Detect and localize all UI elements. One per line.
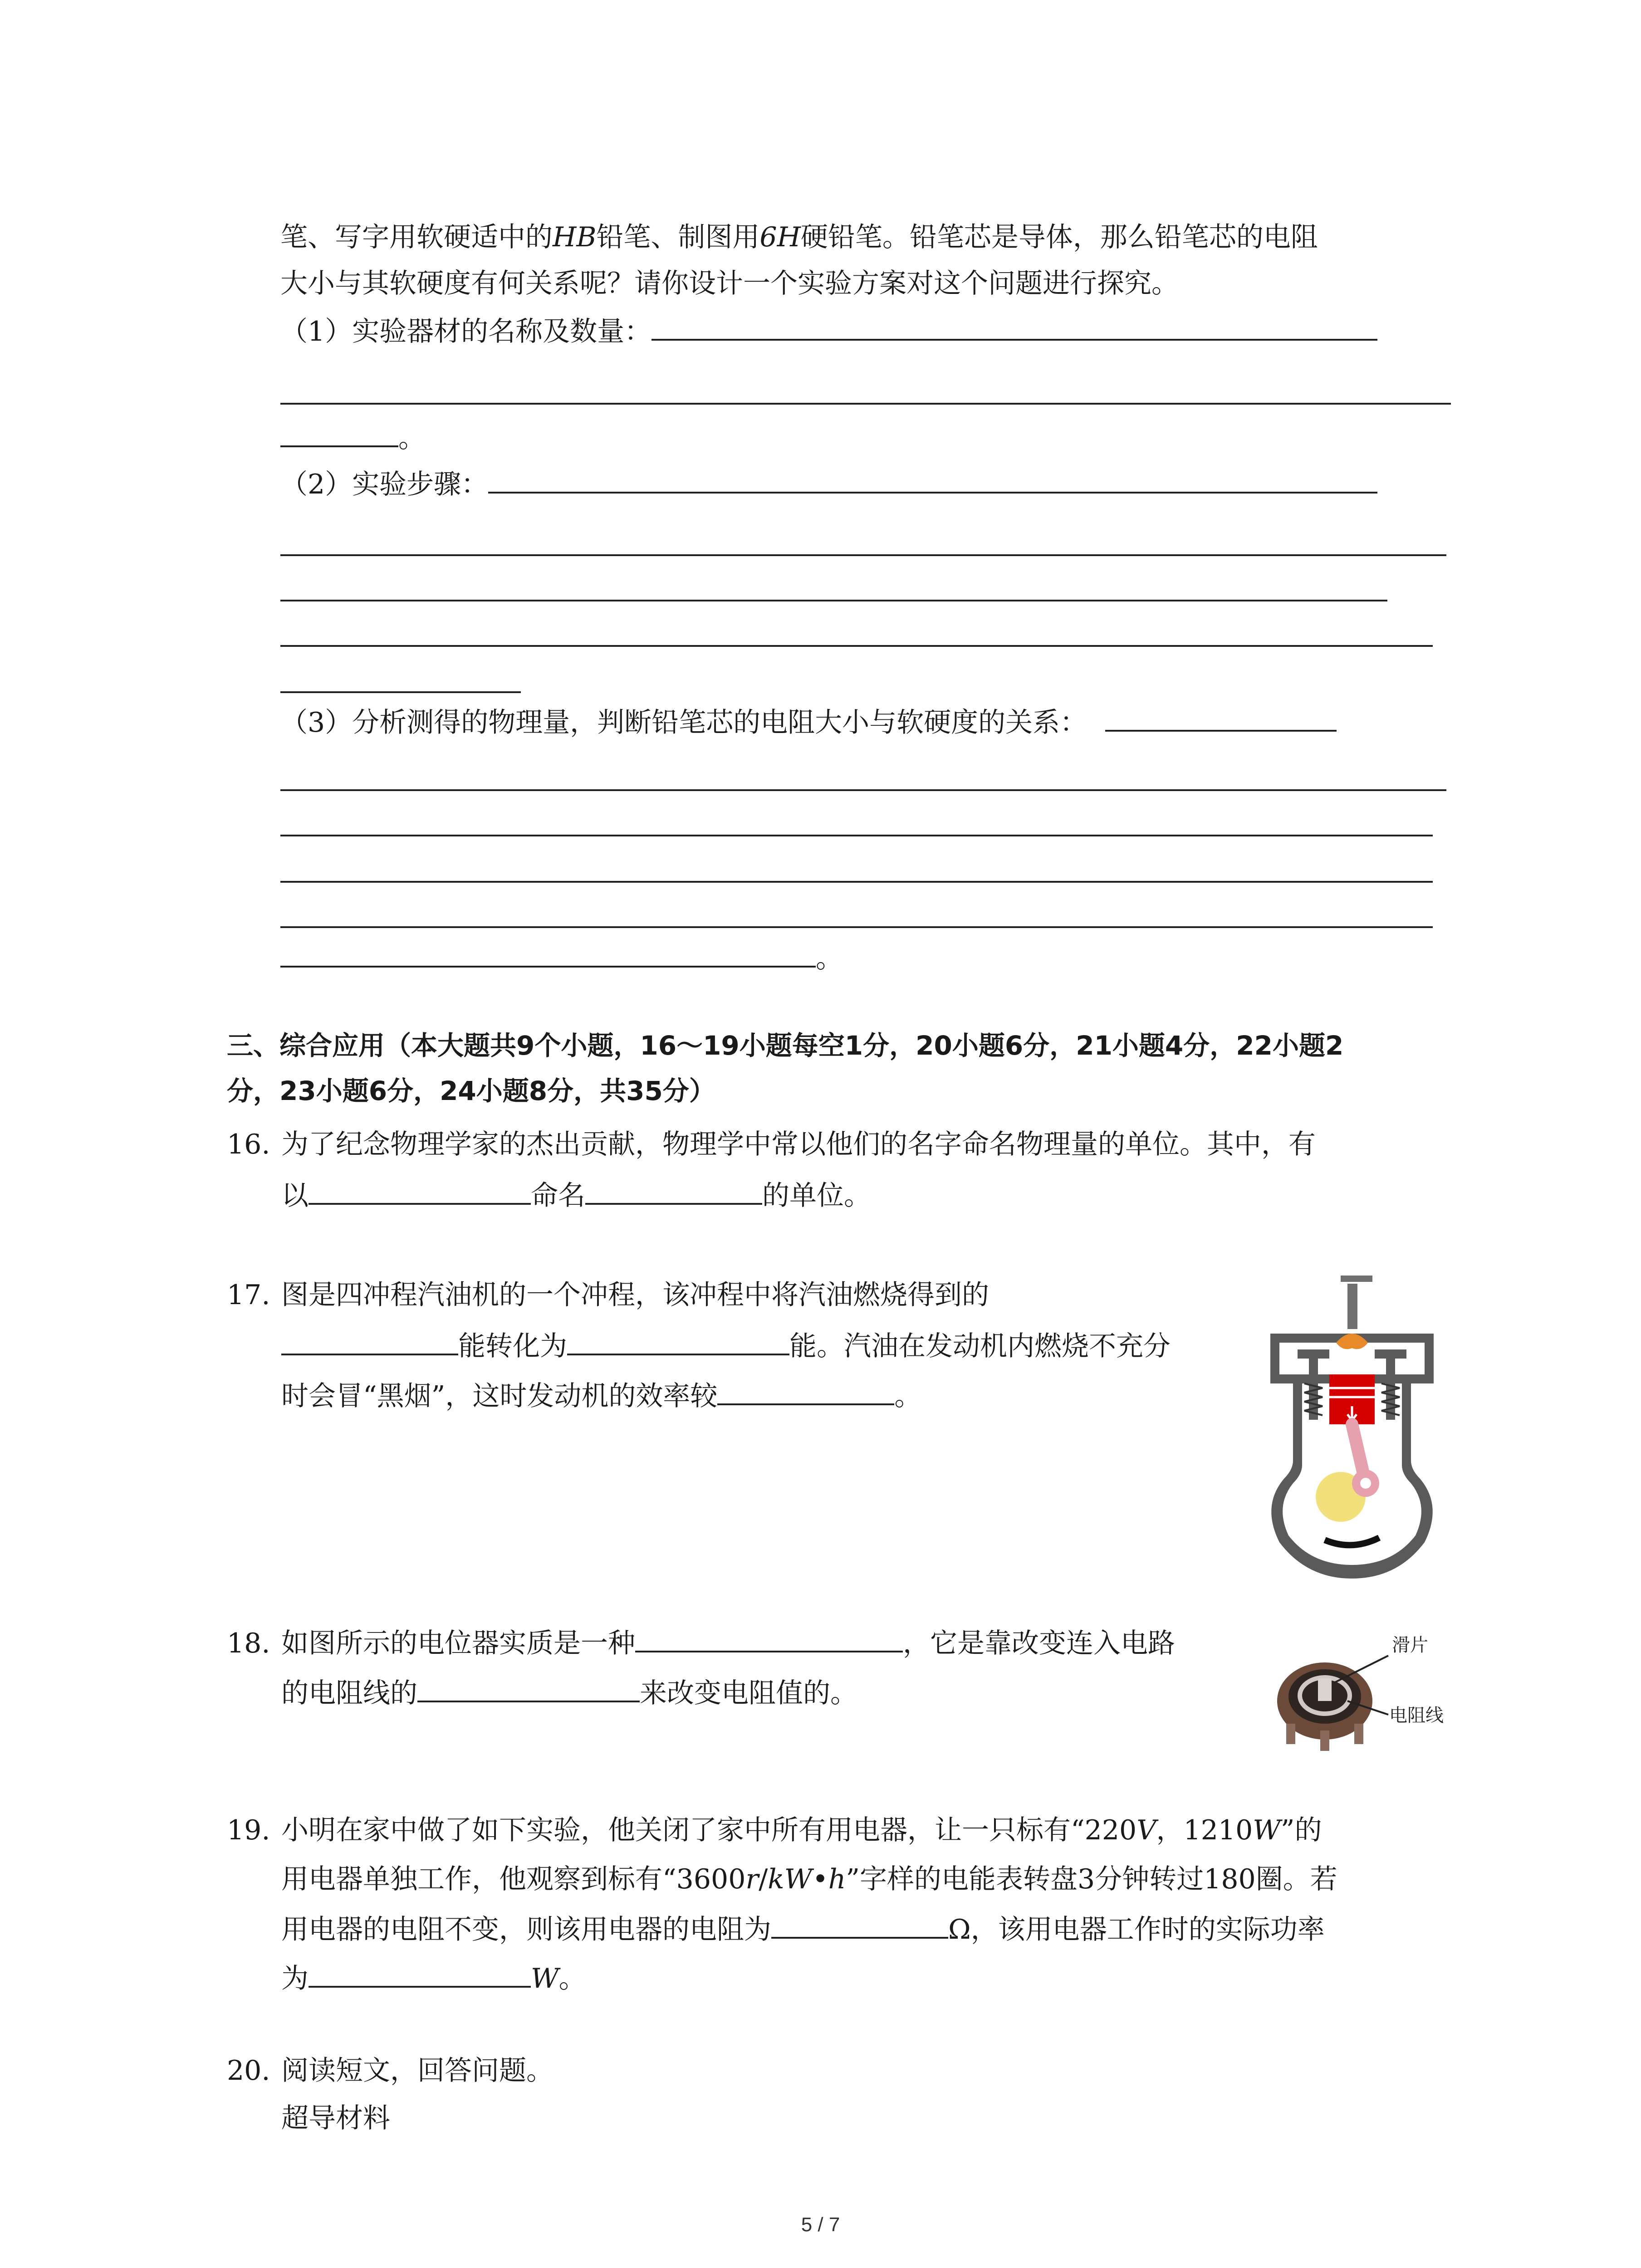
- answer-blank[interactable]: [567, 1325, 789, 1355]
- answer-blank[interactable]: [281, 1325, 458, 1355]
- answer-blank[interactable]: [585, 1174, 762, 1205]
- q17-line3: 时会冒“黑烟”，这时发动机的效率较 。: [281, 1374, 921, 1417]
- answer-line[interactable]: [280, 554, 1446, 556]
- q19-line4: 为 W。: [281, 1957, 586, 1999]
- q17-line2: 能转化为 能。汽油在发动机内燃烧不充分: [281, 1325, 1171, 1367]
- answer-blank[interactable]: [280, 416, 398, 447]
- answer-blank[interactable]: [717, 1374, 894, 1405]
- section-heading-line2: 分，23小题6分，24小题8分，共35分）: [227, 1075, 715, 1106]
- q19-line3: 用电器的电阻不变，则该用电器的电阻为 Ω，该用电器工作时的实际功率: [281, 1908, 1325, 1950]
- slider: [1318, 1678, 1332, 1701]
- q17-line1: 17. 图是四冲程汽油机的一个冲程，该冲程中将汽油燃烧得到的: [227, 1279, 989, 1311]
- answer-blank[interactable]: [635, 1622, 903, 1652]
- answer-line[interactable]: [280, 926, 1433, 928]
- q18-line2: 的电阻线的 来改变电阻值的。: [281, 1672, 857, 1714]
- q15-part3-label: （3）分析测得的物理量，判断铅笔芯的电阻大小与软硬度的关系：: [280, 701, 1337, 743]
- answer-line[interactable]: [280, 789, 1446, 791]
- answer-blank[interactable]: [417, 1672, 640, 1702]
- q15-part2-label: （2）实验步骤：: [280, 463, 1377, 505]
- answer-line[interactable]: [280, 600, 1387, 601]
- q16-line1: 16. 为了纪念物理学家的杰出贡献，物理学中常以他们的名字命名物理量的单位。其中，有: [227, 1129, 1316, 1160]
- q15-part3-end: 。: [280, 937, 843, 979]
- q15-intro-line1: 笔、写字用软硬适中的HB铅笔、制图用6H硬铅笔。铅笔芯是导体，那么铅笔芯的电阻: [280, 221, 1318, 253]
- q16-line2: 以 命名 的单位。: [281, 1174, 871, 1216]
- answer-blank[interactable]: [488, 463, 1377, 494]
- q19-line1: 19. 小明在家中做了如下实验，他关闭了家中所有用电器，让一只标有“220V，1210W”的: [227, 1814, 1322, 1846]
- answer-line[interactable]: [280, 645, 1433, 647]
- answer-blank[interactable]: [771, 1908, 948, 1939]
- answer-blank[interactable]: [309, 1174, 531, 1205]
- q20-title: 超导材料: [281, 2102, 390, 2134]
- q15-part1-end: 。: [280, 416, 426, 459]
- answer-blank[interactable]: [1105, 701, 1337, 732]
- answer-line[interactable]: [280, 835, 1433, 836]
- q15-part1-label: （1）实验器材的名称及数量：: [280, 310, 1377, 352]
- slider-label: 滑片: [1392, 1635, 1428, 1656]
- section-heading-line1: 三、综合应用（本大题共9个小题，16～19小题每空1分，20小题6分，21小题4分，22小题2: [227, 1030, 1344, 1061]
- answer-blank[interactable]: [309, 1957, 531, 1988]
- q15-intro-line2: 大小与其软硬度有何关系呢？请你设计一个实验方案对这个问题进行探究。: [280, 268, 1179, 299]
- spark-plug-icon: [1347, 1284, 1357, 1329]
- q20-line1: 20. 阅读短文，回答问题。: [227, 2055, 554, 2087]
- answer-blank[interactable]: [652, 310, 1377, 341]
- answer-line[interactable]: [280, 881, 1433, 883]
- answer-line[interactable]: [280, 691, 521, 693]
- wire-label: 电阻线: [1389, 1705, 1444, 1726]
- q19-line2: 用电器单独工作，他观察到标有“3600r/kW•h”字样的电能表转盘3分钟转过180圈。若: [281, 1863, 1337, 1895]
- answer-line[interactable]: [280, 403, 1451, 405]
- page-number: 5 / 7: [801, 2214, 840, 2236]
- answer-blank[interactable]: [280, 937, 816, 968]
- engine-stroke-figure: [1261, 1270, 1443, 1583]
- q18-line1: 18. 如图所示的电位器实质是一种 ，它是靠改变连入电路: [227, 1622, 1175, 1664]
- potentiometer-figure: [1270, 1624, 1461, 1760]
